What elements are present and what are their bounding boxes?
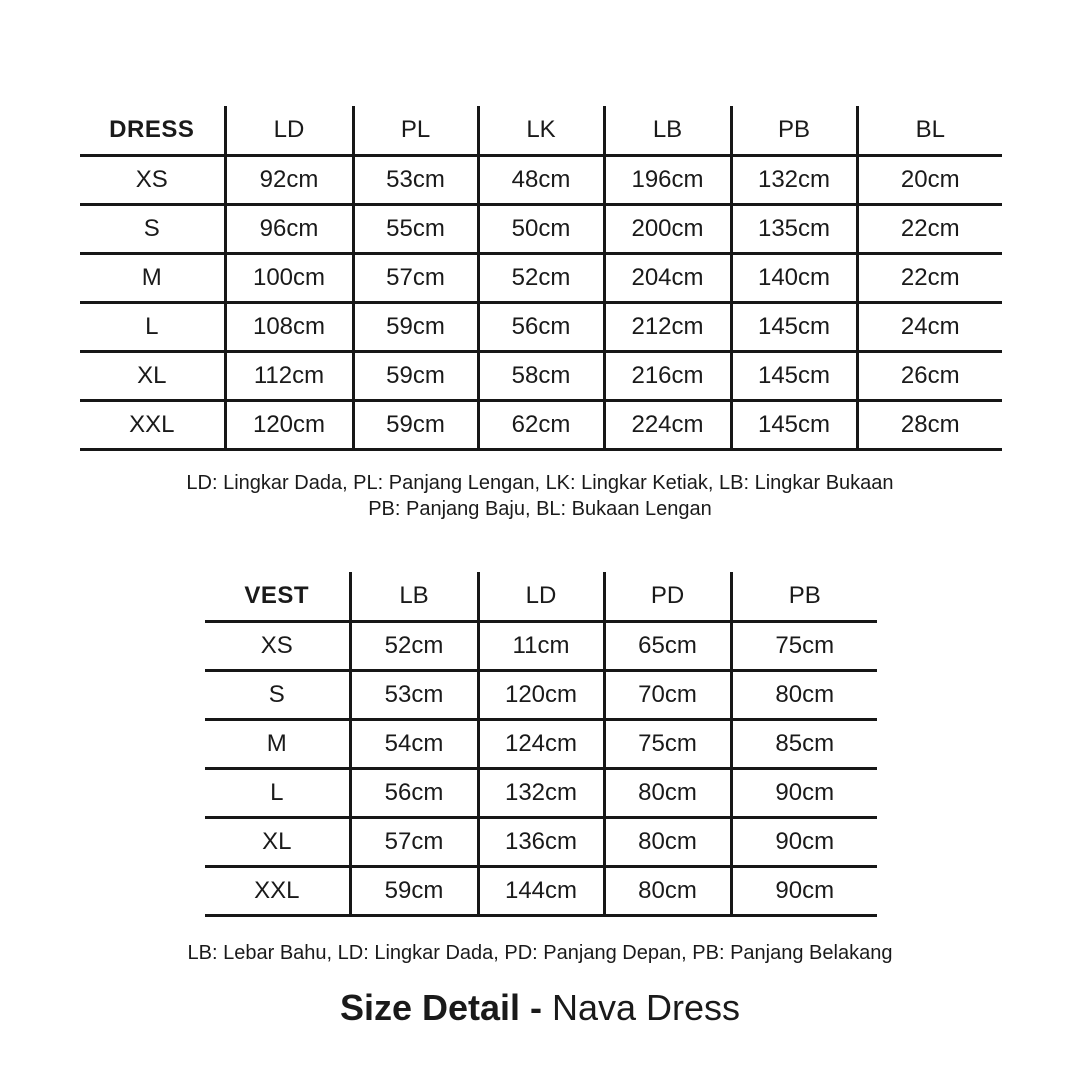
column-header: LD [478, 572, 604, 621]
size-label-cell: XXL [80, 400, 225, 449]
table-name-header: VEST [205, 572, 350, 621]
measurement-cell: 216cm [604, 351, 731, 400]
size-label-cell: S [205, 670, 350, 719]
measurement-cell: 22cm [857, 204, 1002, 253]
measurement-cell: 53cm [353, 155, 478, 204]
size-label-cell: M [80, 253, 225, 302]
measurement-cell: 200cm [604, 204, 731, 253]
measurement-cell: 145cm [731, 302, 857, 351]
measurement-cell: 52cm [350, 621, 478, 670]
measurement-cell: 90cm [731, 768, 877, 817]
measurement-cell: 80cm [604, 768, 731, 817]
measurement-cell: 57cm [350, 817, 478, 866]
measurement-cell: 120cm [478, 670, 604, 719]
measurement-cell: 56cm [478, 302, 604, 351]
measurement-cell: 132cm [478, 768, 604, 817]
column-header: PL [353, 106, 478, 155]
measurement-cell: 28cm [857, 400, 1002, 449]
column-header: LD [225, 106, 353, 155]
measurement-cell: 132cm [731, 155, 857, 204]
measurement-cell: 80cm [731, 670, 877, 719]
size-row [80, 400, 1002, 449]
size-row [205, 621, 877, 670]
size-row [80, 302, 1002, 351]
size-label-cell: XS [80, 155, 225, 204]
measurement-cell: 204cm [604, 253, 731, 302]
measurement-cell: 112cm [225, 351, 353, 400]
size-label-cell: M [205, 719, 350, 768]
measurement-cell: 75cm [731, 621, 877, 670]
measurement-cell: 55cm [353, 204, 478, 253]
measurement-cell: 70cm [604, 670, 731, 719]
measurement-cell: 24cm [857, 302, 1002, 351]
measurement-cell: 26cm [857, 351, 1002, 400]
measurement-cell: 100cm [225, 253, 353, 302]
measurement-cell: 92cm [225, 155, 353, 204]
measurement-cell: 80cm [604, 817, 731, 866]
measurement-cell: 96cm [225, 204, 353, 253]
measurement-cell: 59cm [353, 302, 478, 351]
measurement-cell: 54cm [350, 719, 478, 768]
legend-line: LB: Lebar Bahu, LD: Lingkar Dada, PD: Panjang Depan, PB: Panjang Belakang [187, 942, 893, 964]
header-row [205, 572, 877, 621]
measurement-cell: 80cm [604, 866, 731, 915]
size-row [80, 204, 1002, 253]
measurement-cell: 212cm [604, 302, 731, 351]
size-row [205, 719, 877, 768]
size-row [205, 866, 877, 915]
measurement-cell: 124cm [478, 719, 604, 768]
measurement-cell: 48cm [478, 155, 604, 204]
size-label-cell: S [80, 204, 225, 253]
legend-line: PB: Panjang Baju, BL: Bukaan Lengan [368, 498, 712, 520]
measurement-cell: 90cm [731, 866, 877, 915]
size-label-cell: XL [80, 351, 225, 400]
measurement-cell: 59cm [353, 400, 478, 449]
page-title [0, 986, 1080, 1030]
measurement-cell: 145cm [731, 400, 857, 449]
measurement-cell: 59cm [353, 351, 478, 400]
column-header: PB [731, 572, 877, 621]
size-row [80, 253, 1002, 302]
column-header: LK [478, 106, 604, 155]
measurement-cell: 56cm [350, 768, 478, 817]
vest-measurement-legend [0, 940, 1080, 966]
dress-measurement-legend [0, 470, 1080, 522]
table-name-header: DRESS [80, 106, 225, 155]
legend-line: LD: Lingkar Dada, PL: Panjang Lengan, LK: Lingkar Ketiak, LB: Lingkar Bukaan [186, 472, 894, 494]
measurement-cell: 120cm [225, 400, 353, 449]
size-row [205, 768, 877, 817]
measurement-cell: 20cm [857, 155, 1002, 204]
measurement-cell: 11cm [478, 621, 604, 670]
measurement-cell: 140cm [731, 253, 857, 302]
column-header: LB [604, 106, 731, 155]
measurement-cell: 59cm [350, 866, 478, 915]
measurement-cell: 144cm [478, 866, 604, 915]
measurement-cell: 22cm [857, 253, 1002, 302]
measurement-cell: 58cm [478, 351, 604, 400]
measurement-cell: 136cm [478, 817, 604, 866]
page-title-product-type: Size Detail - [339, 987, 552, 1028]
column-header: LB [350, 572, 478, 621]
size-label-cell: L [205, 768, 350, 817]
column-header: PB [731, 106, 857, 155]
measurement-cell: 196cm [604, 155, 731, 204]
measurement-cell: 135cm [731, 204, 857, 253]
size-label-cell: XS [205, 621, 350, 670]
size-label-cell: L [80, 302, 225, 351]
size-row [80, 155, 1002, 204]
page-title-product-name: Nava Dress [552, 987, 741, 1028]
measurement-cell: 50cm [478, 204, 604, 253]
column-header: BL [857, 106, 1002, 155]
measurement-cell: 53cm [350, 670, 478, 719]
measurement-cell: 224cm [604, 400, 731, 449]
measurement-cell: 75cm [604, 719, 731, 768]
measurement-cell: 90cm [731, 817, 877, 866]
dress-size-table [80, 106, 1002, 451]
size-row [80, 351, 1002, 400]
measurement-cell: 57cm [353, 253, 478, 302]
measurement-cell: 52cm [478, 253, 604, 302]
size-label-cell: XXL [205, 866, 350, 915]
measurement-cell: 62cm [478, 400, 604, 449]
measurement-cell: 85cm [731, 719, 877, 768]
size-row [205, 817, 877, 866]
column-header: PD [604, 572, 731, 621]
size-row [205, 670, 877, 719]
measurement-cell: 108cm [225, 302, 353, 351]
vest-size-table [205, 572, 877, 917]
measurement-cell: 145cm [731, 351, 857, 400]
measurement-cell: 65cm [604, 621, 731, 670]
size-label-cell: XL [205, 817, 350, 866]
header-row [80, 106, 1002, 155]
